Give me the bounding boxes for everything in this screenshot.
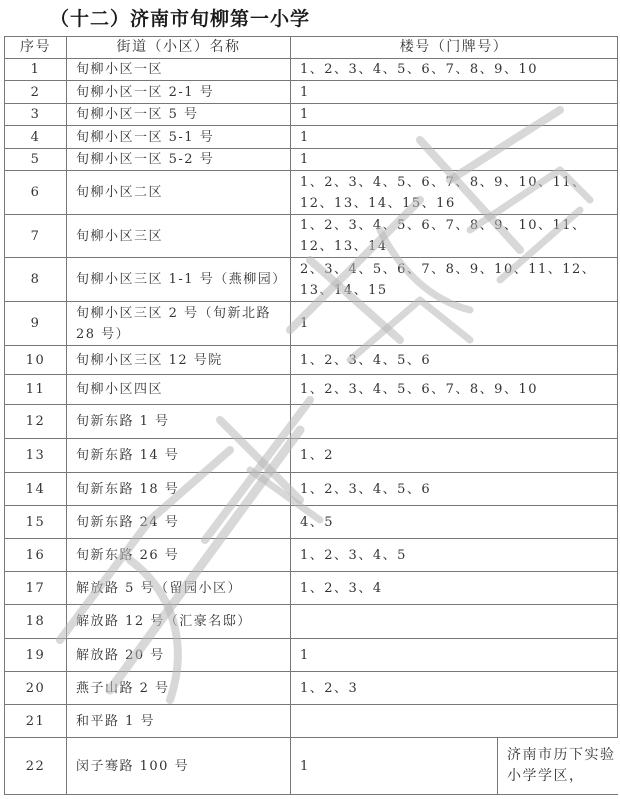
header-street-name: 街道（小区）名称 — [67, 37, 291, 59]
row-index: 13 — [5, 439, 67, 473]
row-street-name: 旬柳小区三区 1-1 号（燕柳园） — [67, 258, 291, 302]
row-buildings: 1、2 — [291, 439, 618, 473]
row-street-name: 旬柳小区三区 — [67, 215, 291, 258]
row-street-name: 旬柳小区三区 2 号（旬新北路 28 号） — [67, 302, 291, 346]
row-buildings: 1 — [291, 126, 618, 149]
table-row — [5, 473, 618, 506]
table-header-row — [5, 37, 618, 59]
row-street-name: 闵子骞路 100 号 — [67, 738, 291, 795]
row-index: 1 — [5, 59, 67, 81]
row-buildings: 1、2、3、4、5、6 — [291, 473, 618, 506]
row-street-name: 旬新东路 26 号 — [67, 539, 291, 572]
address-table — [4, 36, 618, 795]
row-street-name: 旬新东路 24 号 — [67, 506, 291, 539]
row-index: 4 — [5, 126, 67, 149]
row-index: 8 — [5, 258, 67, 302]
header-index: 序号 — [5, 37, 67, 59]
row-street-name: 旬柳小区二区 — [67, 171, 291, 215]
row-index: 16 — [5, 539, 67, 572]
table-row — [5, 539, 618, 572]
table-row — [5, 104, 618, 126]
row-index: 6 — [5, 171, 67, 215]
row-index: 2 — [5, 81, 67, 104]
table-row — [5, 506, 618, 539]
row-buildings: 1 — [291, 738, 498, 795]
row-buildings: 1、2、3、4、5、6、7、8、9、10 — [291, 375, 618, 405]
row-index: 5 — [5, 149, 67, 171]
row-street-name: 旬柳小区一区 5 号 — [67, 104, 291, 126]
row-index: 21 — [5, 705, 67, 738]
row-buildings: 1 — [291, 149, 618, 171]
row-index: 14 — [5, 473, 67, 506]
table-row — [5, 258, 618, 302]
header-building-numbers: 楼号（门牌号） — [291, 37, 618, 59]
row-index: 22 — [5, 738, 67, 795]
row-buildings: 1、2、3、4、5、6、7、8、9、10 — [291, 59, 618, 81]
table-row — [5, 126, 618, 149]
row-street-name: 旬柳小区一区 — [67, 59, 291, 81]
row-buildings: 1 — [291, 81, 618, 104]
table-row — [5, 375, 618, 405]
row-buildings: 1 — [291, 104, 618, 126]
row-index: 15 — [5, 506, 67, 539]
row-street-name: 旬柳小区三区 12 号院 — [67, 346, 291, 375]
row-buildings — [291, 405, 618, 439]
table-row — [5, 639, 618, 672]
row-street-name: 旬新东路 18 号 — [67, 473, 291, 506]
row-buildings: 1、2、3、4、5、6 — [291, 346, 618, 375]
row-note: 济南市历下实验小学学区， — [498, 738, 618, 795]
table-row — [5, 59, 618, 81]
row-index: 7 — [5, 215, 67, 258]
row-street-name: 旬新东路 14 号 — [67, 439, 291, 473]
table-row — [5, 738, 618, 795]
row-buildings: 1、2、3、4、5、6、7、8、9、10、11、12、13、14 — [291, 215, 618, 258]
row-index: 11 — [5, 375, 67, 405]
row-index: 12 — [5, 405, 67, 439]
table-row — [5, 81, 618, 104]
row-buildings: 1、2、3 — [291, 672, 618, 705]
row-buildings: 1 — [291, 302, 618, 346]
row-buildings — [291, 605, 618, 639]
row-street-name: 解放路 20 号 — [67, 639, 291, 672]
row-index: 19 — [5, 639, 67, 672]
table-row — [5, 171, 618, 215]
row-street-name: 旬柳小区一区 5-2 号 — [67, 149, 291, 171]
row-index: 10 — [5, 346, 67, 375]
table-row — [5, 605, 618, 639]
row-street-name: 旬柳小区一区 2-1 号 — [67, 81, 291, 104]
table-row — [5, 149, 618, 171]
table-row — [5, 672, 618, 705]
row-buildings: 1、2、3、4、5 — [291, 539, 618, 572]
row-street-name: 解放路 5 号（留园小区） — [67, 572, 291, 605]
row-index: 18 — [5, 605, 67, 639]
table-row — [5, 705, 618, 738]
table-row — [5, 405, 618, 439]
row-index: 20 — [5, 672, 67, 705]
row-street-name: 旬新东路 1 号 — [67, 405, 291, 439]
section-title: （十二）济南市旬柳第一小学 — [50, 8, 311, 30]
row-street-name: 和平路 1 号 — [67, 705, 291, 738]
row-street-name: 旬柳小区一区 5-1 号 — [67, 126, 291, 149]
row-buildings — [291, 705, 618, 738]
row-street-name: 燕子山路 2 号 — [67, 672, 291, 705]
row-buildings: 4、5 — [291, 506, 618, 539]
table-row — [5, 215, 618, 258]
row-index: 3 — [5, 104, 67, 126]
table-row — [5, 346, 618, 375]
row-buildings: 2、3、4、5、6、7、8、9、10、11、12、13、14、15 — [291, 258, 618, 302]
table-row — [5, 302, 618, 346]
row-street-name: 旬柳小区四区 — [67, 375, 291, 405]
row-buildings: 1、2、3、4 — [291, 572, 618, 605]
row-index: 9 — [5, 302, 67, 346]
table-row — [5, 439, 618, 473]
row-index: 17 — [5, 572, 67, 605]
row-buildings: 1 — [291, 639, 618, 672]
row-street-name: 解放路 12 号（汇豪名邸） — [67, 605, 291, 639]
row-buildings: 1、2、3、4、5、6、7、8、9、10、11、12、13、14、15、16 — [291, 171, 618, 215]
table-row — [5, 572, 618, 605]
